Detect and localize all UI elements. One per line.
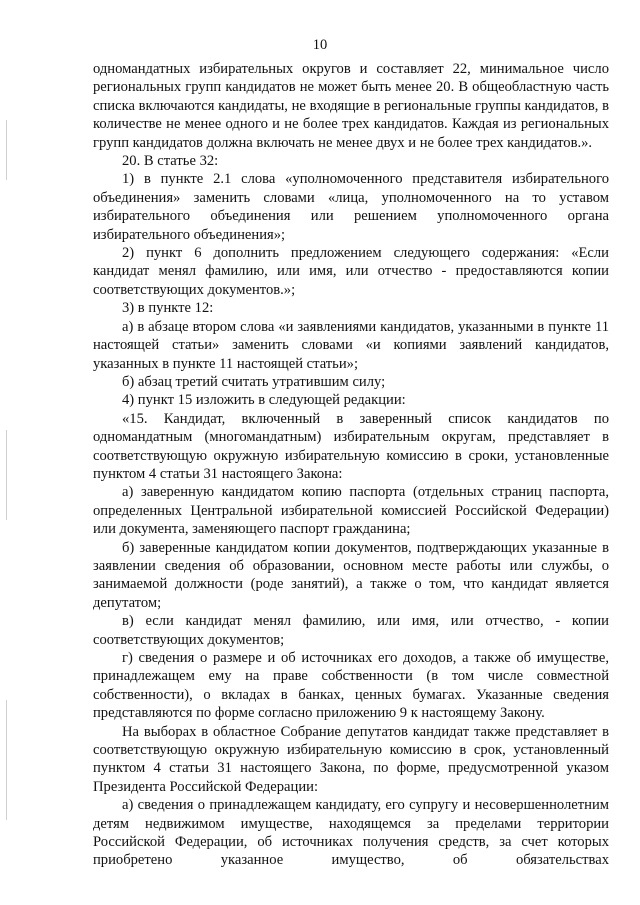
- paragraph-clause-15: «15. Кандидат, включенный в заверенный список кандидатов по одномандатным (многомандатным) избирательным округам, представляет в соответствующую окружную избирательную комиссию в сроки, установленные пунктом 4 статьи 31 настоящего Закона:: [93, 410, 609, 482]
- paragraph-clause-15g: г) сведения о размере и об источниках его доходов, а также об имуществе, принадлежащем ему на праве собственности (в том числе совместной собственности), о вкладах в банках, ценных бумагах. Указанные сведения представляются по форме согласно приложению 9 к настоящему Закону.: [93, 650, 609, 722]
- paragraph-clause-15a: а) заверенную кандидатом копию паспорта (отдельных страниц паспорта, определенных Центральной избирательной комиссией Российской Федерации) или документа, заменяющего паспорт гражданина;: [93, 484, 609, 538]
- paragraph-clause-15v: в) если кандидат менял фамилию, или имя, или отчество, - копии соответствующих документов;: [93, 613, 609, 648]
- paragraph-regional-item-a: а) сведения о принадлежащем кандидату, его супругу и несовершеннолетним детям недвижимом имуществе, находящемся за пределами территории Российской Федерации, об источниках получения средств, за счет которых приобретено указанное имущество, об обязательствах: [93, 797, 609, 869]
- paragraph-article-32-heading: 20. В статье 32:: [122, 153, 219, 170]
- page-number: 10: [312, 37, 328, 53]
- paragraph-clause-15b: б) заверенные кандидатом копии документов, подтверждающих указанные в заявлении сведения об образовании, основном месте работы или службы, о занимаемой должности (роде занятий), а также о том, что кандидат является депутатом;: [93, 539, 609, 611]
- paragraph-item-3a: а) в абзаце втором слова «и заявлениями кандидатов, указанными в пункте 11 настоящей статьи» заменить словами «и копиями заявлений кандидатов, указанных в пункте 11 настоящей статьи»;: [93, 318, 609, 372]
- paragraph-item-3: 3) в пункте 12:: [122, 300, 214, 317]
- scan-edge-mark: [6, 120, 7, 180]
- paragraph-item-4: 4) пункт 15 изложить в следующей редакции:: [122, 392, 406, 409]
- document-body: [93, 60, 609, 870]
- paragraph-item-1: 1) в пункте 2.1 слова «уполномоченного представителя избирательного объединения» заменить словами «лица, уполномоченного на то уставом избирательного объединения или решением уполномоченного органа избирательного объединения»;: [93, 171, 609, 243]
- paragraph-regional-elections: На выборах в областное Собрание депутатов кандидат также представляет в соответствующую окружную избирательную комиссию в срок, установленный пунктом 4 статьи 31 настоящего Закона, по форме, предусмотренной указом Президента Российской Федерации:: [93, 723, 609, 795]
- paragraph-continuation: одномандатных избирательных округов и составляет 22, минимальное число региональных групп кандидатов не может быть менее 20. В общеобластную часть списка включаются кандидаты, не входящие в региональные группы кандидатов, в количестве не менее одного и не более трех кандидатов. Каждая из региональных групп кандидатов должна включать не менее двух и не более трех кандидатов.».: [93, 61, 609, 151]
- scan-edge-mark: [6, 700, 7, 820]
- paragraph-item-3b: б) абзац третий считать утратившим силу;: [122, 373, 386, 390]
- paragraph-item-2: 2) пункт 6 дополнить предложением следующего содержания: «Если кандидат менял фамилию, или имя, или отчество - предоставляются копии соответствующих документов.»;: [93, 245, 609, 298]
- scan-edge-mark: [6, 430, 7, 520]
